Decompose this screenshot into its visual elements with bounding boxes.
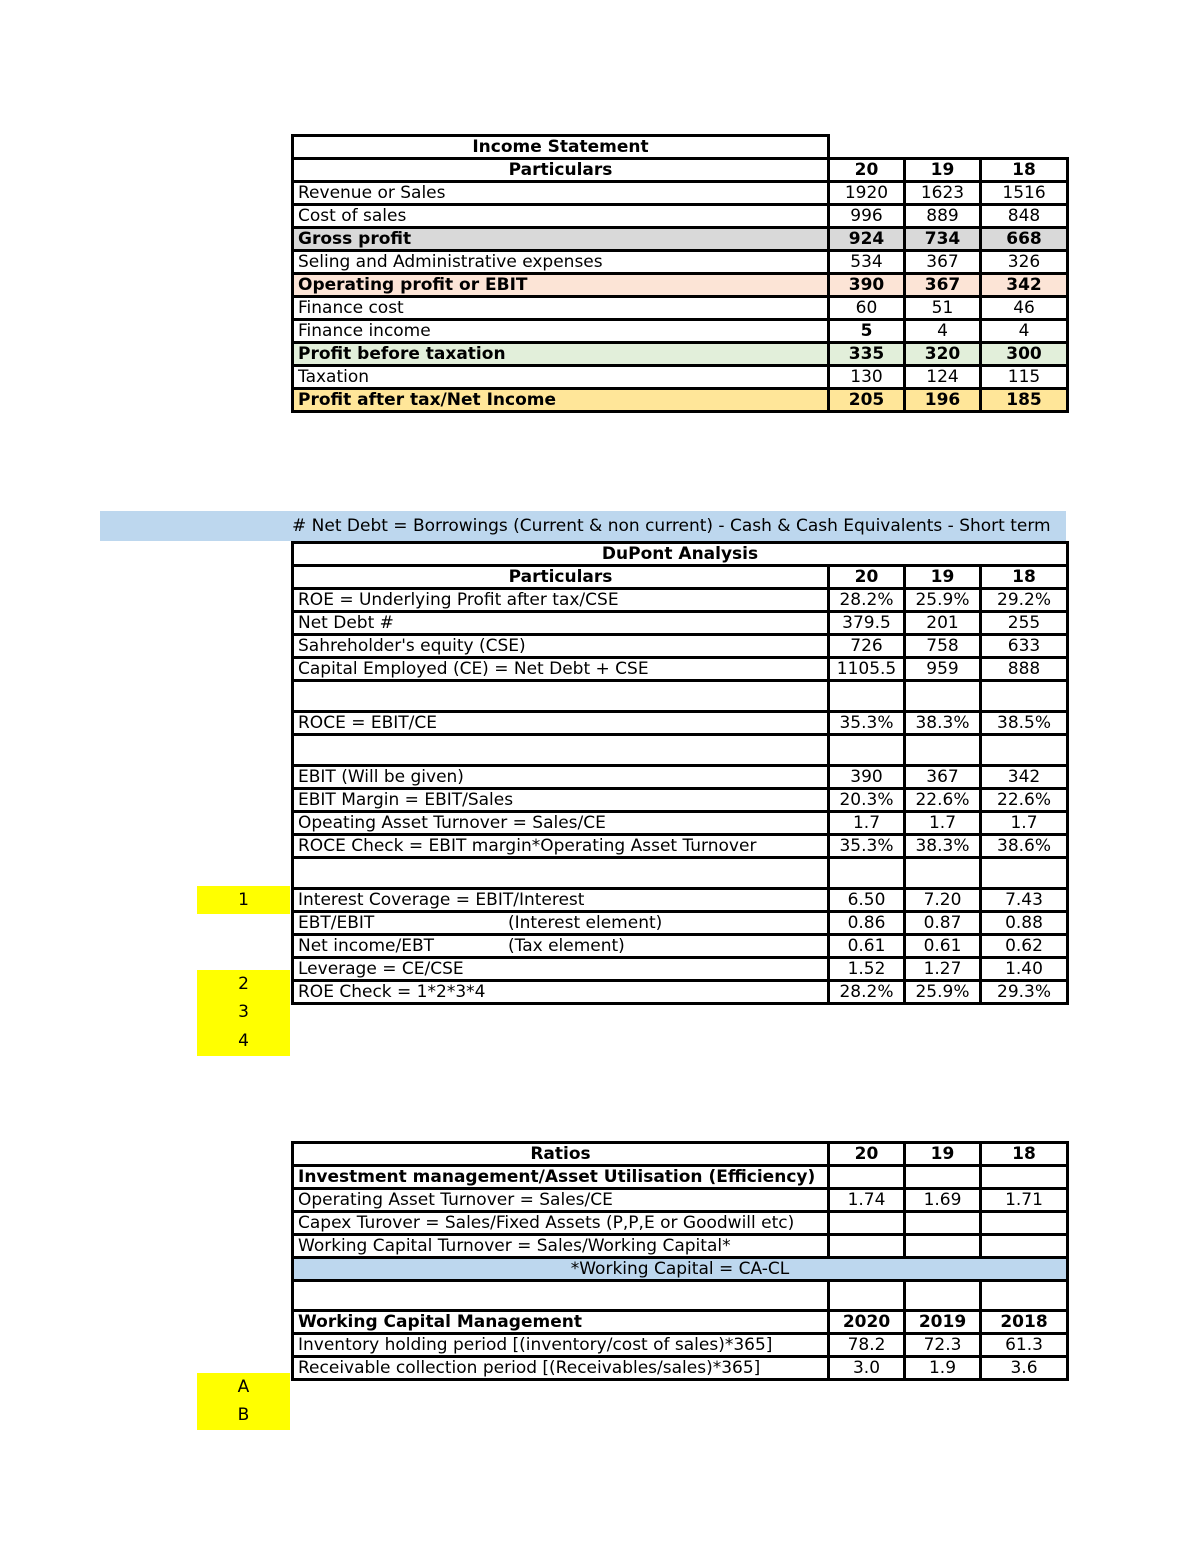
table-row — [293, 205, 1068, 228]
cell-value: 1.40 — [981, 958, 1068, 981]
cell-value: 1.7 — [905, 812, 981, 835]
table-row — [293, 658, 1068, 681]
header-year: 20 — [829, 1143, 905, 1166]
cell-value: 29.3% — [981, 981, 1068, 1004]
working-capital-note: *Working Capital = CA-CL — [293, 1258, 1068, 1281]
cell-value: 1.52 — [829, 958, 905, 981]
table-row — [293, 182, 1068, 205]
table-row — [293, 889, 1068, 912]
header-year: 19 — [905, 566, 981, 589]
row-label-text: Net income/EBT — [298, 936, 435, 956]
cell-value: 205 — [829, 389, 905, 412]
row-label: Capex Turover = Sales/Fixed Assets (P,P,E or Goodwill etc) — [293, 1212, 829, 1235]
cell-value: 1.7 — [829, 812, 905, 835]
cell-value: 7.20 — [905, 889, 981, 912]
cell-value: 255 — [981, 612, 1068, 635]
cell-value: 38.5% — [981, 712, 1068, 735]
header-year: 18 — [981, 1143, 1068, 1166]
cell-value — [981, 1212, 1068, 1235]
marker-1: 1 — [197, 886, 290, 914]
cell-value: 28.2% — [829, 981, 905, 1004]
table-row — [293, 297, 1068, 320]
table-row — [293, 1189, 1068, 1212]
cell-value: 367 — [905, 251, 981, 274]
cell-value: 185 — [981, 389, 1068, 412]
cell-value: 390 — [829, 274, 905, 297]
header-particulars: Particulars — [293, 566, 829, 589]
row-label — [293, 912, 829, 935]
table-row — [293, 958, 1068, 981]
header-year: 2019 — [905, 1311, 981, 1334]
cell-value: 196 — [905, 389, 981, 412]
dupont-title-row — [293, 543, 1068, 566]
table-row — [293, 251, 1068, 274]
cell-value: 758 — [905, 635, 981, 658]
header-particulars: Particulars — [293, 159, 829, 182]
table-row — [293, 981, 1068, 1004]
cell-value: 726 — [829, 635, 905, 658]
cell-value: 35.3% — [829, 835, 905, 858]
table-header-row — [293, 566, 1068, 589]
table-row — [293, 1235, 1068, 1258]
cell-value: 390 — [829, 766, 905, 789]
table-row-ebit — [293, 274, 1068, 297]
row-label: EBIT (Will be given) — [293, 766, 829, 789]
header-year: 18 — [981, 159, 1068, 182]
table-row — [293, 635, 1068, 658]
cell-value: 0.88 — [981, 912, 1068, 935]
cell-value: 1.71 — [981, 1189, 1068, 1212]
dupont-title: DuPont Analysis — [293, 543, 1068, 566]
header-year: 19 — [905, 159, 981, 182]
empty-row — [293, 681, 1068, 712]
cell-value: 61.3 — [981, 1334, 1068, 1357]
cell-value: 22.6% — [981, 789, 1068, 812]
row-label: Receivable collection period [(Receivables/sales)*365] — [293, 1357, 829, 1380]
cell-value — [829, 1235, 905, 1258]
dupont-analysis-table — [291, 541, 1069, 1005]
cell-value: 1.27 — [905, 958, 981, 981]
marker-3: 3 — [197, 998, 290, 1026]
row-label: Revenue or Sales — [293, 182, 829, 205]
cell-value: 1.74 — [829, 1189, 905, 1212]
header-year: 18 — [981, 566, 1068, 589]
row-note: (Tax element) — [508, 936, 625, 956]
table-row — [293, 912, 1068, 935]
row-label: EBIT Margin = EBIT/Sales — [293, 789, 829, 812]
empty-row — [293, 735, 1068, 766]
cell-value: 959 — [905, 658, 981, 681]
cell-value: 320 — [905, 343, 981, 366]
row-label: Finance income — [293, 320, 829, 343]
row-label: Profit after tax/Net Income — [293, 389, 829, 412]
working-capital-note-row — [293, 1258, 1068, 1281]
row-label: Gross profit — [293, 228, 829, 251]
row-label: Finance cost — [293, 297, 829, 320]
cell-value: 534 — [829, 251, 905, 274]
table-row-profit-before-tax — [293, 343, 1068, 366]
cell-value: 300 — [981, 343, 1068, 366]
cell-value: 1920 — [829, 182, 905, 205]
cell-value: 379.5 — [829, 612, 905, 635]
cell-value: 0.62 — [981, 935, 1068, 958]
cell-value: 35.3% — [829, 712, 905, 735]
cell-value: 335 — [829, 343, 905, 366]
cell-value: 29.2% — [981, 589, 1068, 612]
cell-value: 326 — [981, 251, 1068, 274]
cell-value: 0.61 — [829, 935, 905, 958]
cell-value: 633 — [981, 635, 1068, 658]
cell-value: 5 — [829, 320, 905, 343]
cell-value: 4 — [981, 320, 1068, 343]
cell-value: 3.6 — [981, 1357, 1068, 1380]
marker-b: B — [197, 1401, 290, 1430]
cell-value: 1.69 — [905, 1189, 981, 1212]
cell-value — [905, 1235, 981, 1258]
empty-row — [293, 1281, 1068, 1311]
table-row-net-income — [293, 389, 1068, 412]
cell-value: 51 — [905, 297, 981, 320]
cell-value: 201 — [905, 612, 981, 635]
row-label: Profit before taxation — [293, 343, 829, 366]
marker-a: A — [197, 1373, 290, 1401]
cell-value — [829, 1212, 905, 1235]
header-year: 2020 — [829, 1311, 905, 1334]
table-header-row — [293, 159, 1068, 182]
cell-value: 38.3% — [905, 712, 981, 735]
cell-value: 734 — [905, 228, 981, 251]
cell-value: 848 — [981, 205, 1068, 228]
cell-value: 367 — [905, 274, 981, 297]
table-row — [293, 1212, 1068, 1235]
section-heading-row — [293, 1311, 1068, 1334]
table-row — [293, 789, 1068, 812]
cell-value: 342 — [981, 274, 1068, 297]
cell-value — [905, 1212, 981, 1235]
cell-value — [981, 1235, 1068, 1258]
cell-value: 0.87 — [905, 912, 981, 935]
row-label: Inventory holding period [(inventory/cost of sales)*365] — [293, 1334, 829, 1357]
cell-value: 115 — [981, 366, 1068, 389]
cell-value: 20.3% — [829, 789, 905, 812]
table-row — [293, 1357, 1068, 1380]
row-label: ROE Check = 1*2*3*4 — [293, 981, 829, 1004]
income-statement-table — [291, 134, 1069, 413]
table-row — [293, 835, 1068, 858]
row-note: (Interest element) — [508, 913, 663, 933]
cell-value: 924 — [829, 228, 905, 251]
marker-2: 2 — [197, 970, 290, 998]
header-year: 19 — [905, 1143, 981, 1166]
income-statement-title-row — [293, 136, 1068, 159]
cell-value: 1516 — [981, 182, 1068, 205]
section-heading: Working Capital Management — [293, 1311, 829, 1334]
header-year: 20 — [829, 566, 905, 589]
row-label: ROCE = EBIT/CE — [293, 712, 829, 735]
cell-value: 22.6% — [905, 789, 981, 812]
row-label: Net Debt # — [293, 612, 829, 635]
cell-value: 342 — [981, 766, 1068, 789]
cell-value: 72.3 — [905, 1334, 981, 1357]
table-row — [293, 320, 1068, 343]
cell-value: 3.0 — [829, 1357, 905, 1380]
cell-value: 25.9% — [905, 589, 981, 612]
row-label: ROE = Underlying Profit after tax/CSE — [293, 589, 829, 612]
cell-value: 6.50 — [829, 889, 905, 912]
row-label: Capital Employed (CE) = Net Debt + CSE — [293, 658, 829, 681]
row-label: Taxation — [293, 366, 829, 389]
cell-value: 668 — [981, 228, 1068, 251]
table-row — [293, 812, 1068, 835]
row-label: Seling and Administrative expenses — [293, 251, 829, 274]
cell-value: 1.9 — [905, 1357, 981, 1380]
table-row — [293, 712, 1068, 735]
cell-value: 0.61 — [905, 935, 981, 958]
row-label-text: EBT/EBIT — [298, 913, 375, 933]
row-label: Opeating Asset Turnover = Sales/CE — [293, 812, 829, 835]
cell-value: 25.9% — [905, 981, 981, 1004]
cell-value: 0.86 — [829, 912, 905, 935]
ratios-table — [291, 1141, 1069, 1381]
section-heading-row — [293, 1166, 1068, 1189]
cell-value: 28.2% — [829, 589, 905, 612]
cell-value: 888 — [981, 658, 1068, 681]
table-row — [293, 612, 1068, 635]
table-row — [293, 366, 1068, 389]
table-row-gross-profit — [293, 228, 1068, 251]
cell-value: 38.3% — [905, 835, 981, 858]
row-label: Sahreholder's equity (CSE) — [293, 635, 829, 658]
table-row — [293, 1334, 1068, 1357]
cell-value: 60 — [829, 297, 905, 320]
row-label: Operating profit or EBIT — [293, 274, 829, 297]
row-label: Cost of sales — [293, 205, 829, 228]
marker-4: 4 — [197, 1026, 290, 1056]
cell-value: 130 — [829, 366, 905, 389]
cell-value: 996 — [829, 205, 905, 228]
cell-value: 78.2 — [829, 1334, 905, 1357]
cell-value: 4 — [905, 320, 981, 343]
table-header-row — [293, 1143, 1068, 1166]
header-year: 20 — [829, 159, 905, 182]
header-year: 2018 — [981, 1311, 1068, 1334]
cell-value: 889 — [905, 205, 981, 228]
section-heading: Investment management/Asset Utilisation (Efficiency) — [293, 1166, 829, 1189]
cell-value: 1623 — [905, 182, 981, 205]
row-label: Leverage = CE/CSE — [293, 958, 829, 981]
row-label: Working Capital Turnover = Sales/Working Capital* — [293, 1235, 829, 1258]
empty-row — [293, 858, 1068, 889]
row-label — [293, 935, 829, 958]
cell-value: 1105.5 — [829, 658, 905, 681]
row-label: ROCE Check = EBIT margin*Operating Asset Turnover — [293, 835, 829, 858]
cell-value: 1.7 — [981, 812, 1068, 835]
table-row — [293, 766, 1068, 789]
row-label: Interest Coverage = EBIT/Interest — [293, 889, 829, 912]
income-statement-title: Income Statement — [293, 136, 829, 159]
row-label: Operating Asset Turnover = Sales/CE — [293, 1189, 829, 1212]
table-row — [293, 589, 1068, 612]
cell-value: 7.43 — [981, 889, 1068, 912]
cell-value: 367 — [905, 766, 981, 789]
table-row — [293, 935, 1068, 958]
net-debt-note: # Net Debt = Borrowings (Current & non current) - Cash & Cash Equivalents - Short term — [100, 511, 1066, 541]
cell-value: 124 — [905, 366, 981, 389]
cell-value: 38.6% — [981, 835, 1068, 858]
header-ratios: Ratios — [293, 1143, 829, 1166]
cell-value: 46 — [981, 297, 1068, 320]
